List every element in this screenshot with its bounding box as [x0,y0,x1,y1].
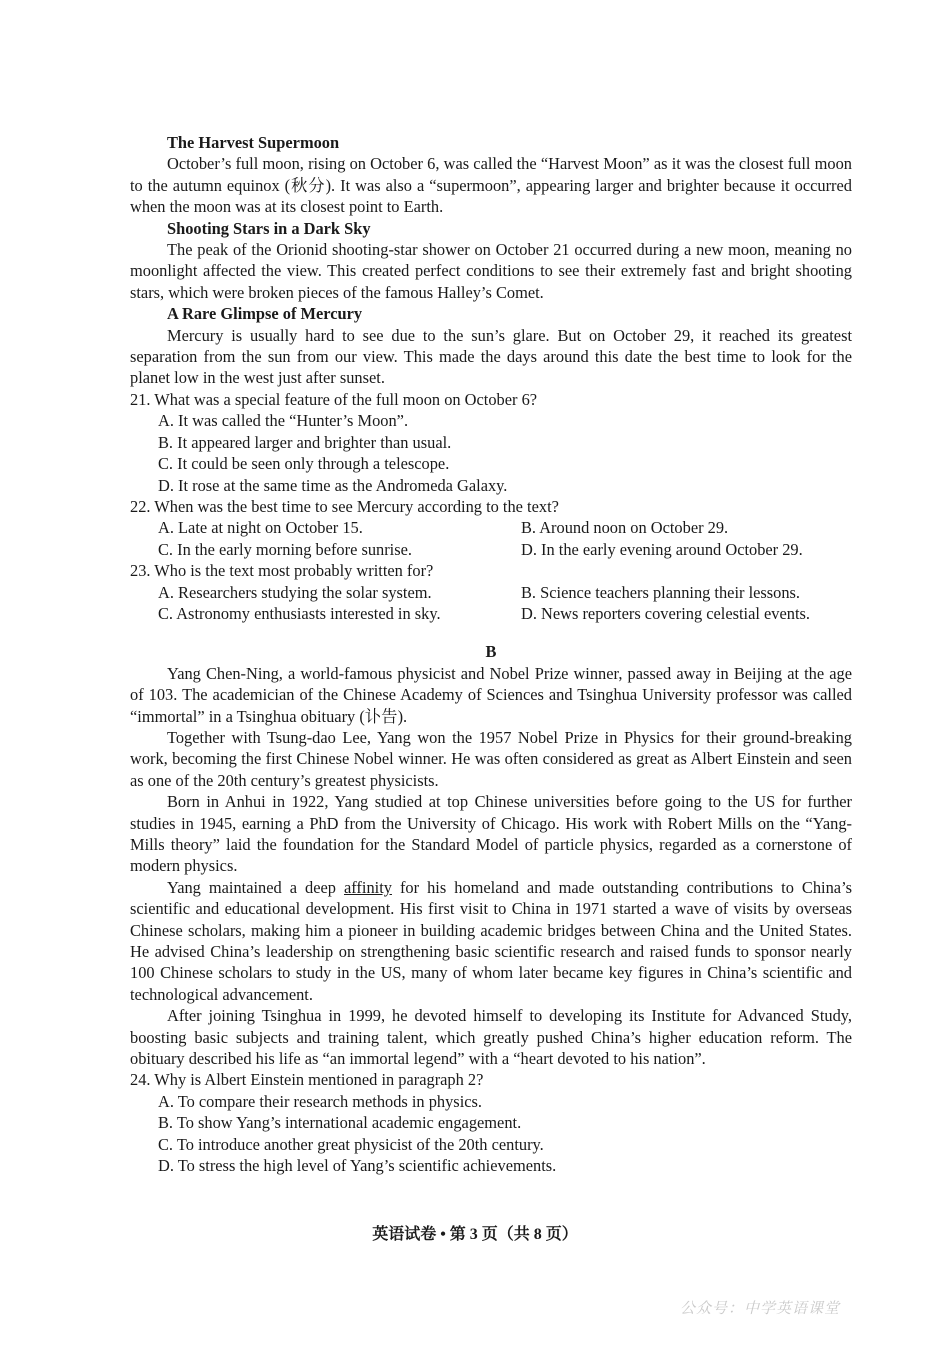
section-text: The peak of the Orionid shooting-star shower on October 21 occurred during a new moon, meaning no moonlight affected the view. This created perfect conditions to see their extremely fast and bright shooting stars, which were broken pieces of the famous Halley’s Comet. [130,240,852,302]
section-mercury [130,303,852,389]
option-row [130,517,852,538]
option-d: D. In the early evening around October 29. [521,539,803,559]
question-21 [130,389,852,496]
question-24 [130,1069,852,1176]
part-label-b: B [485,642,497,662]
option-row [130,582,852,603]
question-stem: 24. Why is Albert Einstein mentioned in paragraph 2? [130,1070,484,1090]
option-a: A. It was called the “Hunter’s Moon”. [158,411,409,431]
option-row [130,539,852,560]
passage-paragraph-3: Born in Anhui in 1922, Yang studied at top Chinese universities before going to the US for further studies in 1945, earning a PhD from the University of Chicago. His work with Robert Mills on the “Yang-Mills theory” laid the foundation for the Standard Model of particle physics, regarded as a cornerstone of modern physics. [130,792,852,876]
question-22 [130,496,852,560]
question-stem: 22. When was the best time to see Mercury according to the text? [130,496,559,516]
passage-paragraph-4 [130,877,852,1005]
section-text: Mercury is usually hard to see due to the sun’s glare. But on October 29, it reached its greatest separation from the sun from our view. This made the days around this date the best time to look for the planet low in the west just after sunset. [130,325,852,388]
option-b: B. To show Yang’s international academic engagement. [158,1113,522,1133]
passage-paragraph-2: Together with Tsung-dao Lee, Yang won the 1957 Nobel Prize in Physics for their ground-breaking work, becoming the first Chinese Nobel winner. He was often considered as great as Albert Einstein and seen as one of the 20th century’s greatest physicists. [130,727,852,790]
option-row [130,603,852,624]
text-before: Yang maintained a deep [167,877,344,897]
option-c: C. To introduce another great physicist of the 20th century. [158,1134,544,1154]
section-text: October’s full moon, rising on October 6, was called the “Harvest Moon” as it was the closest full moon to the autumn equinox (秋分). It was also a “supermoon”, appearing larger and brighter because it occurred when the moon was at its closest point to Earth. [130,154,852,217]
section-heading: The Harvest Supermoon [167,133,340,152]
section-shooting-stars [130,218,852,304]
watermark: 公众号：中学英语课堂 [680,1301,841,1317]
option-d: D. News reporters covering celestial events. [521,603,811,623]
option-b: B. Around noon on October 29. [521,518,729,538]
option-d: D. It rose at the same time as the Andromeda Galaxy. [158,475,508,495]
question-23 [130,560,852,624]
exam-page [130,132,852,1177]
question-stem: 23. Who is the text most probably written for? [130,561,434,581]
option-c: C. Astronomy enthusiasts interested in sky. [158,603,441,623]
option-c: C. It could be seen only through a telescope. [158,454,450,474]
option-d: D. To stress the high level of Yang’s scientific achievements. [158,1156,557,1176]
section-heading: Shooting Stars in a Dark Sky [167,218,371,238]
option-b: B. Science teachers planning their lessons. [521,582,801,602]
section-harvest-supermoon [130,132,852,218]
section-heading: A Rare Glimpse of Mercury [167,304,363,324]
passage-paragraph-1: Yang Chen-Ning, a world-famous physicist and Nobel Prize winner, passed away in Beijing at the age of 103. The academician of the Chinese Academy of Sciences and Tsinghua University professor was called “immortal” in a Tsinghua obituary (讣告). [130,663,852,726]
option-c: C. In the early morning before sunrise. [158,539,412,559]
passage-paragraph-5: After joining Tsinghua in 1999, he devoted himself to developing its Institute for Advanced Study, boosting basic subjects and training talent, which greatly pushed China’s higher education reform. The obituary described his life as “an immortal legend” with a “heart devoted to his nation”. [130,1006,852,1069]
page-footer: 英语试卷 • 第 3 页（共 8 页） [372,1226,578,1243]
option-a: A. Researchers studying the solar system. [158,582,432,602]
underlined-word: affinity [344,877,392,897]
text-after: for his homeland and made outstanding contributions to China’s scientific and educational development. His first visit to China in 1971 started a wave of visits by overseas Chinese scholars, making him a pioneer in building academic bridges between China and the United States. He advised China’s leadership on strengthening basic scientific research and raised funds to sponsor nearly 100 Chinese scholars to study in the US, many of whom later became key figures in China’s scientific and technological advancement. [130,877,853,1004]
option-b: B. It appeared larger and brighter than usual. [158,432,452,452]
option-a: A. To compare their research methods in physics. [158,1091,482,1111]
question-stem: 21. What was a special feature of the full moon on October 6? [130,389,538,409]
option-a: A. Late at night on October 15. [158,518,363,538]
